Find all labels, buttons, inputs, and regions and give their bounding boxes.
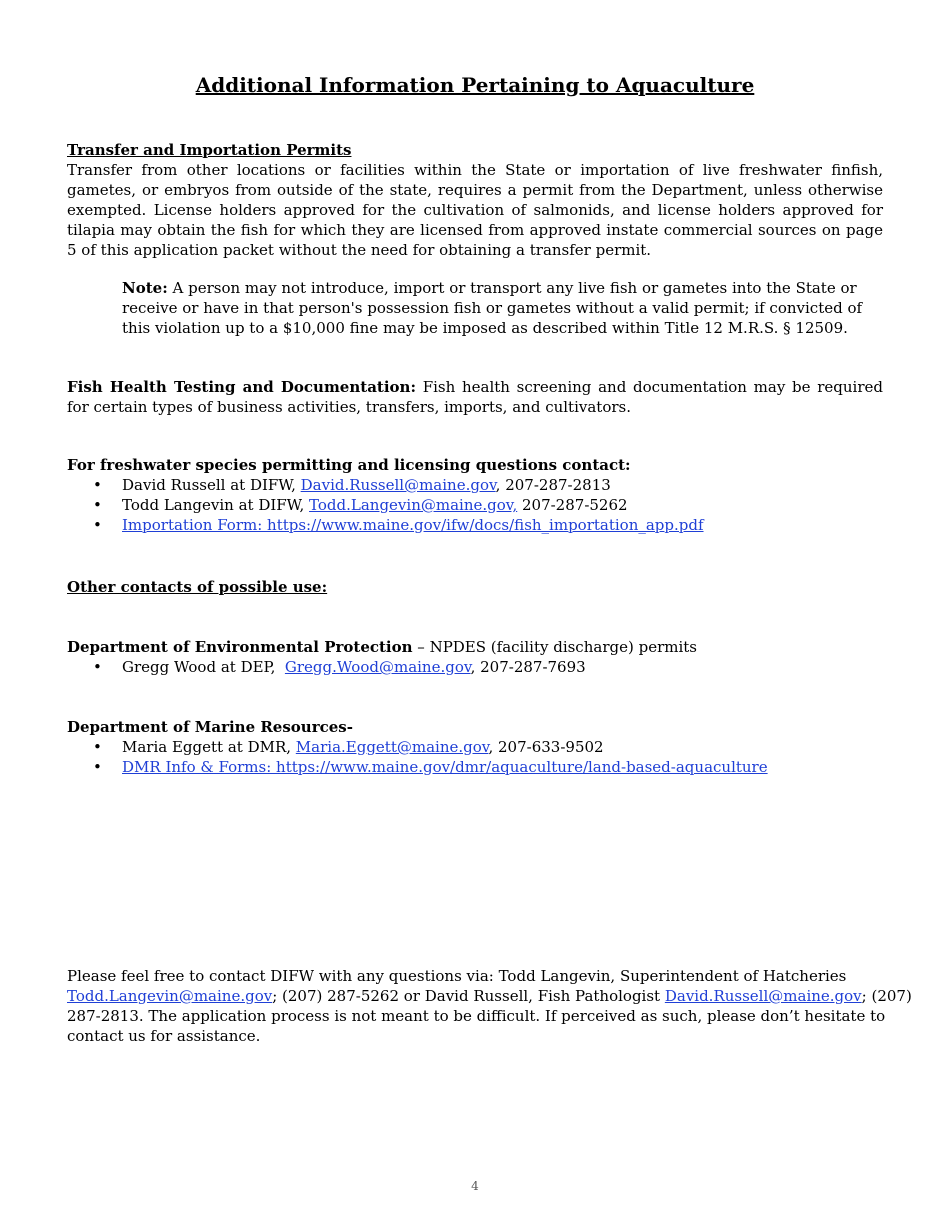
dep-contacts-list [67,657,883,677]
transfer-heading: Transfer and Importation Permits [67,141,352,159]
other-contacts-heading: Other contacts of possible use: [67,578,328,596]
contact-phone: 207-287-5262 [517,496,628,514]
freshwater-contacts-heading: For freshwater species permitting and licensing questions contact: [67,456,631,474]
dep-label: Department of Environmental Protection [67,638,413,656]
fish-health-label: Fish Health Testing and Documentation: [67,378,416,396]
list-item [67,737,883,757]
contact-phone: , 207-287-2813 [495,476,611,494]
importation-form-link[interactable]: Importation Form: https://www.maine.gov/ifw/docs/fish_importation_app.pdf [122,516,704,534]
closing-paragraph [67,966,912,1046]
fish-health-text: Fish health screening and documentation may be required for certain types of business activities, transfers, imports, and cultivators. [67,378,883,416]
contact-phone: , 207-633-9502 [488,738,604,756]
email-link-todd-langevin[interactable]: Todd.Langevin@maine.gov, [309,496,518,514]
note-text: A person may not introduce, import or transport any live fish or gametes into the State or receive or have in that person's possession fish or gametes without a valid permit; if convicted of this violation up to a $10,000 fine may be imposed as described within Title 12 M.R.S. § 12509. [122,279,863,337]
contact-name: Gregg Wood at DEP, [122,658,285,676]
dmr-forms-link[interactable]: DMR Info & Forms: https://www.maine.gov/dmr/aquaculture/land-based-aquaculture [122,758,768,776]
bullet-icon: • [93,738,102,756]
email-link-david-russell[interactable]: David.Russell@maine.gov [300,476,496,494]
list-item [67,657,883,677]
email-link-david-russell-closing[interactable]: David.Russell@maine.gov [664,987,862,1005]
contact-name: Maria Eggett at DMR, [122,738,296,756]
closing-line-2 [67,986,912,1006]
closing-line-3: 287-2813. The application process is not meant to be difficult. If perceived as such, please don’t hesitate to [67,1007,886,1025]
list-item [67,757,883,777]
bullet-icon: • [93,516,102,534]
email-link-gregg-wood[interactable]: Gregg.Wood@maine.gov [284,658,471,676]
dmr-contacts-list [67,737,883,777]
list-item [67,515,883,535]
fish-health-paragraph [67,377,883,417]
email-link-todd-langevin-closing[interactable]: Todd.Langevin@maine.gov [67,987,273,1005]
closing-text: ; (207) [861,987,912,1005]
bullet-icon: • [93,496,102,514]
dmr-heading: Department of Marine Resources- [67,718,353,736]
email-link-maria-eggett[interactable]: Maria.Eggett@maine.gov [295,738,489,756]
page-number: 4 [471,1179,479,1193]
contact-phone: , 207-287-7693 [470,658,586,676]
freshwater-contacts-list [67,475,883,535]
contact-name: David Russell at DIFW, [122,476,301,494]
list-item [67,475,883,495]
bullet-icon: • [93,758,102,776]
dep-text: – NPDES (facility discharge) permits [412,638,697,656]
closing-line-1: Please feel free to contact DIFW with any questions via: Todd Langevin, Superintendent of Hatcheries [67,967,847,985]
transfer-body: Transfer from other locations or facilities within the State or importation of live freshwater finfish, gametes, or embryos from outside of the state, requires a permit from the Department, unless otherwise exempted. License holders approved for the cultivation of salmonids, and license holders approved for tilapia may obtain the fish for which they are licensed from approved instate commercial sources on page 5 of this application packet without the need for obtaining a transfer permit. [67,161,883,259]
page-title: Additional Information Pertaining to Aquaculture [195,73,755,97]
contact-name: Todd Langevin at DIFW, [122,496,310,514]
note-label: Note: [122,279,168,297]
bullet-icon: • [93,658,102,676]
note-paragraph [122,278,883,338]
bullet-icon: • [93,476,102,494]
closing-text: ; (207) 287-5262 or David Russell, Fish Pathologist [272,987,665,1005]
list-item [67,495,883,515]
closing-line-4: contact us for assistance. [67,1027,261,1045]
dep-heading [67,637,883,657]
